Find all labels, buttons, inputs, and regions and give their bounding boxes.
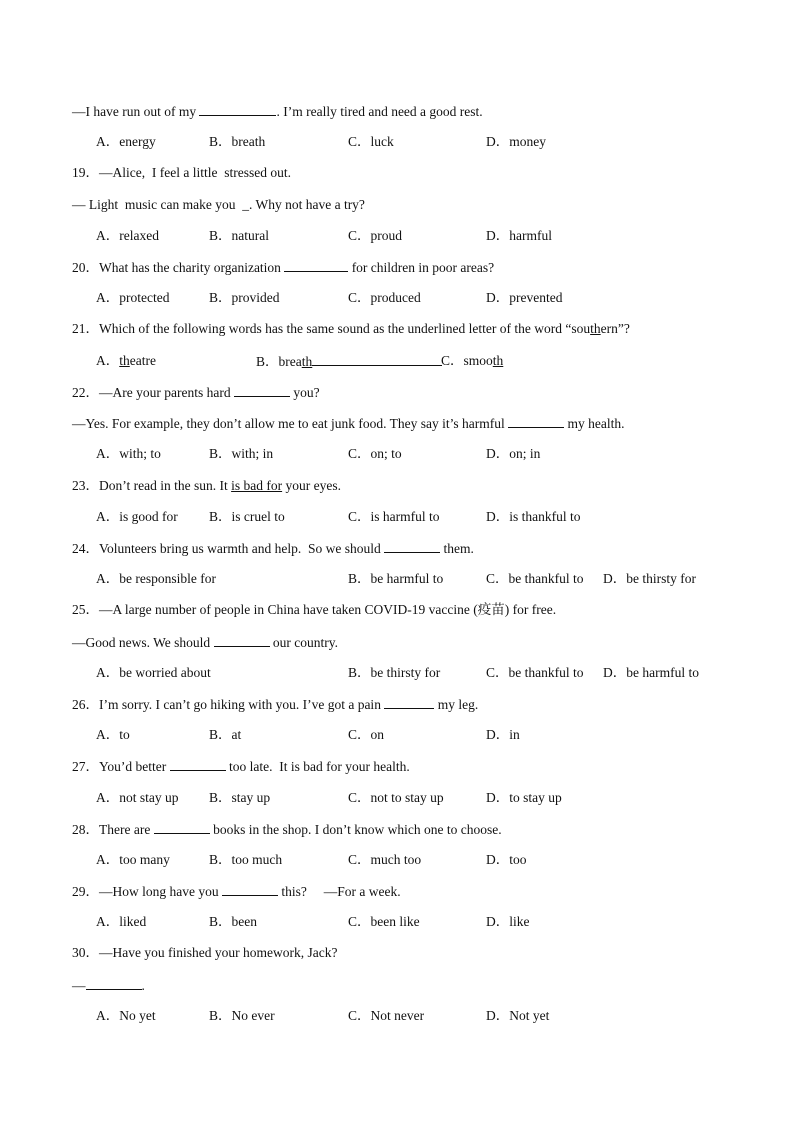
text-run: . I’m really tired and need a good rest. xyxy=(276,104,483,119)
options-row xyxy=(0,1007,794,1025)
question-line xyxy=(72,102,483,121)
question-line xyxy=(72,633,338,652)
option-b[interactable]: B．is cruel to xyxy=(209,509,285,524)
question-line xyxy=(72,976,145,995)
option-a[interactable]: A．be responsible for xyxy=(96,571,216,586)
question-line xyxy=(72,882,401,901)
text-run: —I have run out of my xyxy=(72,104,200,119)
text-run: books in the shop. I don’t know which one to choose. xyxy=(209,822,502,837)
question-line xyxy=(72,258,494,277)
answer-blank[interactable] xyxy=(199,102,276,116)
text-run: A． xyxy=(96,353,120,368)
option-c[interactable]: C．not to stay up xyxy=(348,790,444,805)
text-run: them. xyxy=(440,541,474,556)
text-run: 20．What has the charity organization xyxy=(72,260,285,275)
option-a[interactable]: A．liked xyxy=(96,914,147,929)
option-c[interactable]: C．on xyxy=(348,727,385,742)
question-line xyxy=(72,539,474,558)
question-line xyxy=(72,944,337,962)
option-d[interactable]: D．Not yet xyxy=(486,1008,550,1023)
option-d[interactable]: D．to stay up xyxy=(486,790,562,805)
underlined-text: th xyxy=(119,353,130,368)
answer-blank[interactable] xyxy=(284,258,348,272)
option-c[interactable]: C．is harmful to xyxy=(348,509,440,524)
option-c[interactable]: C．produced xyxy=(348,290,421,305)
option-d[interactable]: D．prevented xyxy=(486,290,563,305)
option-d[interactable]: D．is thankful to xyxy=(486,509,581,524)
answer-blank[interactable] xyxy=(86,976,142,990)
option-c[interactable] xyxy=(441,352,503,370)
option-b[interactable]: B．provided xyxy=(209,290,280,305)
options-row xyxy=(0,664,794,682)
text-run: 23．Don’t read in the sun. It xyxy=(72,478,232,493)
text-run: 26．I’m sorry. I can’t go hiking with you. I’ve got a pain xyxy=(72,697,385,712)
options-row xyxy=(0,726,794,744)
answer-blank[interactable] xyxy=(312,352,442,366)
option-d[interactable]: D．harmful xyxy=(486,228,552,243)
option-d[interactable]: D．on; in xyxy=(486,446,541,461)
text-run: —Good news. We should xyxy=(72,635,214,650)
text-run: — xyxy=(72,978,86,993)
text-run: B．brea xyxy=(256,354,302,369)
options-row xyxy=(0,352,794,370)
text-run: eatre xyxy=(129,353,156,368)
text-run: this? —For a week. xyxy=(277,884,401,899)
text-run: 30．—Have you finished your homework, Jack? xyxy=(72,945,338,960)
option-b[interactable] xyxy=(256,352,442,371)
text-run: C．smoo xyxy=(441,353,493,368)
text-run: — Light music can make you _. Why not have a try? xyxy=(72,197,365,212)
option-a[interactable]: A．is good for xyxy=(96,509,178,524)
option-b[interactable]: B．with; in xyxy=(209,446,274,461)
option-c[interactable]: C．on; to xyxy=(348,446,402,461)
question-line xyxy=(72,196,365,214)
options-row xyxy=(0,789,794,807)
option-b[interactable]: B．been xyxy=(209,914,257,929)
question-line xyxy=(72,320,630,338)
text-run: ern”? xyxy=(600,321,630,336)
option-a[interactable]: A．protected xyxy=(96,290,170,305)
options-row xyxy=(0,913,794,931)
option-b[interactable]: B．No ever xyxy=(209,1008,275,1023)
options-row xyxy=(0,133,794,151)
text-run: 28．There are xyxy=(72,822,154,837)
option-b[interactable]: B．stay up xyxy=(209,790,271,805)
text-run: . xyxy=(141,978,145,993)
option-d[interactable]: D．too xyxy=(486,852,527,867)
option-a[interactable]: A．No yet xyxy=(96,1008,156,1023)
text-run: our country. xyxy=(269,635,339,650)
answer-blank[interactable] xyxy=(170,757,226,771)
text-run: —Yes. For example, they don’t allow me to eat junk food. They say it’s harmful xyxy=(72,416,509,431)
text-run: 19．—Alice, I feel a little stressed out. xyxy=(72,165,291,180)
question-line xyxy=(72,757,410,776)
answer-blank[interactable] xyxy=(222,882,278,896)
text-run: my leg. xyxy=(434,697,479,712)
option-d[interactable]: D．money xyxy=(486,134,546,149)
text-run: 21．Which of the following words has the same sound as the underlined letter of the word “sou xyxy=(72,321,591,336)
option-a[interactable]: A．not stay up xyxy=(96,790,179,805)
answer-blank[interactable] xyxy=(154,820,210,834)
text-run: my health. xyxy=(564,416,625,431)
option-c[interactable]: C．much too xyxy=(348,852,422,867)
underlined-text: th xyxy=(590,321,601,336)
text-run: for children in poor areas? xyxy=(348,260,495,275)
option-b[interactable]: B．too much xyxy=(209,852,283,867)
option-b[interactable]: B．at xyxy=(209,727,242,742)
answer-blank[interactable] xyxy=(214,633,270,647)
options-row xyxy=(0,508,794,526)
text-run: too late. It is bad for your health. xyxy=(225,759,410,774)
option-a[interactable] xyxy=(96,352,156,370)
option-d[interactable]: D．be thirsty for xyxy=(603,571,696,586)
option-c[interactable]: C．be thankful to xyxy=(486,665,584,680)
option-c[interactable]: C．luck xyxy=(348,134,394,149)
options-row xyxy=(0,570,794,588)
options-row xyxy=(0,227,794,245)
option-d[interactable]: D．like xyxy=(486,914,530,929)
text-run: 25．—A large number of people in China have taken COVID-19 vaccine (疫苗) for free. xyxy=(72,602,557,617)
options-row xyxy=(0,289,794,307)
option-b[interactable]: B．breath xyxy=(209,134,266,149)
option-c[interactable]: C．be thankful to xyxy=(486,571,584,586)
question-line xyxy=(72,477,341,495)
text-run: 27．You’d better xyxy=(72,759,170,774)
option-c[interactable]: C．been like xyxy=(348,914,420,929)
text-run: 24．Volunteers bring us warmth and help. So we should xyxy=(72,541,385,556)
options-row xyxy=(0,851,794,869)
option-a[interactable]: A．relaxed xyxy=(96,228,159,243)
question-line xyxy=(72,601,556,619)
underlined-text: th xyxy=(492,353,504,368)
underlined-text: is bad for xyxy=(231,478,283,493)
answer-blank[interactable] xyxy=(508,414,564,428)
text-run: 22．—Are your parents hard xyxy=(72,385,234,400)
option-b[interactable]: B．natural xyxy=(209,228,269,243)
option-c[interactable]: C．Not never xyxy=(348,1008,425,1023)
option-a[interactable]: A．energy xyxy=(96,134,156,149)
option-d[interactable]: D．be harmful to xyxy=(603,665,699,680)
question-line xyxy=(72,414,624,433)
option-d[interactable]: D．in xyxy=(486,727,520,742)
option-c[interactable]: C．proud xyxy=(348,228,402,243)
text-run: 29．—How long have you xyxy=(72,884,222,899)
option-a[interactable]: A．too many xyxy=(96,852,170,867)
text-run: your eyes. xyxy=(282,478,341,493)
option-a[interactable]: A．with; to xyxy=(96,446,161,461)
question-line xyxy=(72,820,502,839)
underlined-text: th xyxy=(301,354,313,369)
options-row xyxy=(0,445,794,463)
option-b[interactable]: B．be harmful to xyxy=(348,571,444,586)
answer-blank[interactable] xyxy=(234,383,290,397)
answer-blank[interactable] xyxy=(384,539,440,553)
text-run: you? xyxy=(289,385,320,400)
question-line xyxy=(72,164,291,182)
answer-blank[interactable] xyxy=(384,695,434,709)
option-a[interactable]: A．be worried about xyxy=(96,665,211,680)
question-line xyxy=(72,695,478,714)
option-a[interactable]: A．to xyxy=(96,727,130,742)
option-b[interactable]: B．be thirsty for xyxy=(348,665,441,680)
question-line xyxy=(72,383,320,402)
